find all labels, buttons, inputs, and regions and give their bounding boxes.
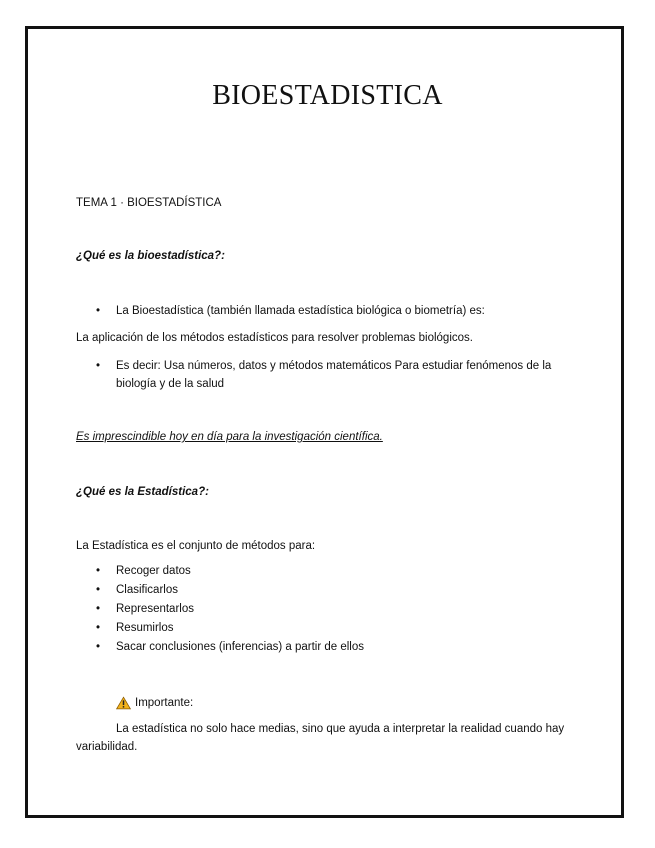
list-item: • Resumirlos (96, 619, 576, 638)
list-item: • Recoger datos (96, 562, 576, 581)
warning-icon (116, 696, 131, 710)
definition-text: La aplicación de los métodos estadísticos para resolver problemas biológicos. (76, 332, 473, 344)
important-note-header (116, 694, 193, 712)
document-title: BIOESTADISTICA (212, 80, 443, 111)
stats-list (96, 562, 576, 657)
important-label: Importante: (135, 697, 194, 709)
important-text: La estadística no solo hace medias, sino que ayuda a interpretar la realidad cuando hay variabilidad. (76, 723, 565, 753)
stats-intro: La Estadística es el conjunto de métodos para: (76, 540, 316, 552)
list-item: • Clasificarlos (96, 581, 576, 600)
bullet-list-b (96, 357, 586, 393)
list-item: • Es decir: Usa números, datos y métodos matemáticos Para estudiar fenómenos de la biología y de la salud (96, 357, 586, 393)
bullet-list-a (96, 302, 576, 320)
list-item: • Representarlos (96, 600, 576, 619)
question-estadistica: ¿Qué es la Estadística?: (76, 486, 209, 498)
list-item: • La Bioestadística (también llamada estadística biológica o biometría) es: (96, 302, 576, 320)
list-item: • Sacar conclusiones (inferencias) a partir de ellos (96, 638, 576, 657)
question-bioestadistica: ¿Qué es la bioestadística?: (76, 250, 225, 262)
page-border (25, 26, 624, 818)
emphasis-text: Es imprescindible hoy en día para la investigación científica. (76, 431, 383, 443)
topic-heading: TEMA 1 · BIOESTADÍSTICA (76, 197, 222, 209)
